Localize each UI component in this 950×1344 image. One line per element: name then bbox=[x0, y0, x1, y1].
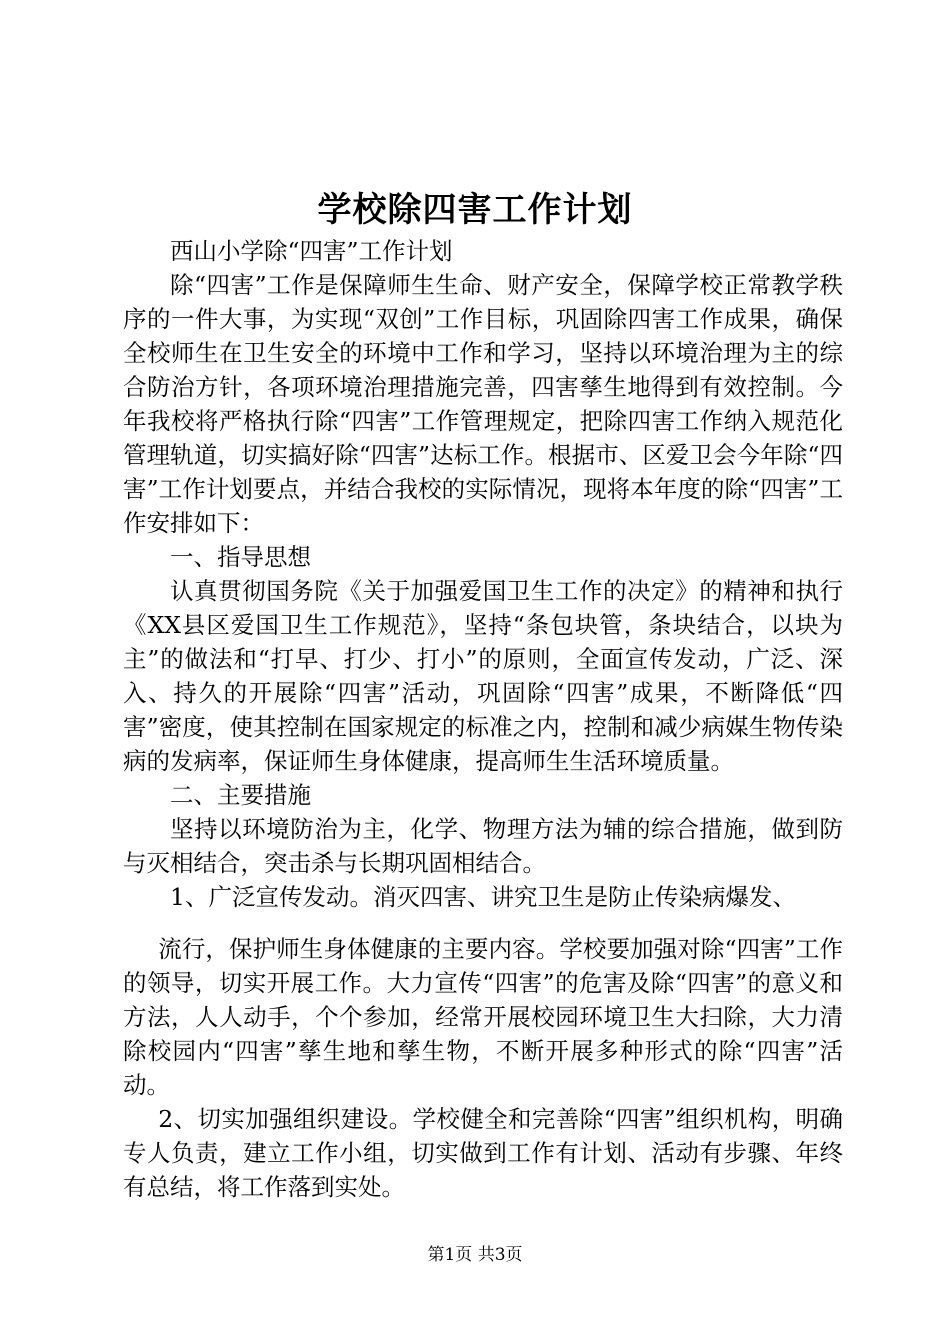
measure-1-paragraph-start: 1、广泛宣传发动。消灭四害、讲究卫生是防止传染病爆发、 bbox=[170, 883, 796, 911]
guiding-thought-paragraph: 认真贯彻国务院《关于加强爱国卫生工作的决定》的精神和执行《XX县区爱国卫生工作规范》，坚持“条包块管，条块结合，以块为主”的做法和“打早、打少、打小”的原则，全面宣传发动，广泛、深入、持久的开展除“四害”活动，巩固除“四害”成果，不断降低“四害”密度，使其控制在国家规定的标准之内，控制和减少病媒生物传染病的发病率，保证师生身体健康，提高师生生活环境质量。 bbox=[123, 577, 843, 775]
subtitle-paragraph: 西山小学除“四害”工作计划 bbox=[170, 237, 453, 265]
intro-paragraph: 除“四害”工作是保障师生生命、财产安全，保障学校正常教学秩序的一件大事，为实现“双创”工作目标，巩固除四害工作成果，确保全校师生在卫生安全的环境中工作和学习，坚持以环境治理为主的综合防治方针，各项环境治理措施完善，四害孳生地得到有效控制。今年我校将严格执行除“四害”工作管理规定，把除四害工作纳入规范化管理轨道，切实搞好除“四害”达标工作。根据市、区爱卫会今年除“四害”工作计划要点，并结合我校的实际情况，现将本年度的除“四害”工作安排如下： bbox=[123, 271, 843, 537]
page-number-footer: 第1页 共3页 bbox=[427, 1245, 523, 1265]
section-heading-main-measures: 二、主要措施 bbox=[170, 781, 311, 809]
document-body-bottom bbox=[123, 932, 843, 1204]
measure-1-paragraph-continued: 流行，保护师生身体健康的主要内容。学校要加强对除“四害”工作的领导，切实开展工作。大力宣传“四害”的危害及除“四害”的意义和方法，人人动手，个个参加，经常开展校园环境卫生大扫除，大力清除校园内“四害”孳生地和孳生物，不断开展多种形式的除“四害”活动。 bbox=[123, 935, 843, 1099]
main-measures-paragraph: 坚持以环境防治为主，化学、物理方法为辅的综合措施，做到防与灭相结合，突击杀与长期巩固相结合。 bbox=[123, 815, 843, 877]
section-heading-guiding-thought: 一、指导思想 bbox=[170, 543, 311, 571]
measure-2-paragraph: 2、切实加强组织建设。学校健全和完善除“四害”组织机构，明确专人负责，建立工作小组，切实做到工作有计划、活动有步骤、年终有总结，将工作落到实处。 bbox=[123, 1105, 843, 1201]
document-title: 学校除四害工作计划 bbox=[317, 190, 633, 230]
document-body-top bbox=[123, 234, 843, 914]
